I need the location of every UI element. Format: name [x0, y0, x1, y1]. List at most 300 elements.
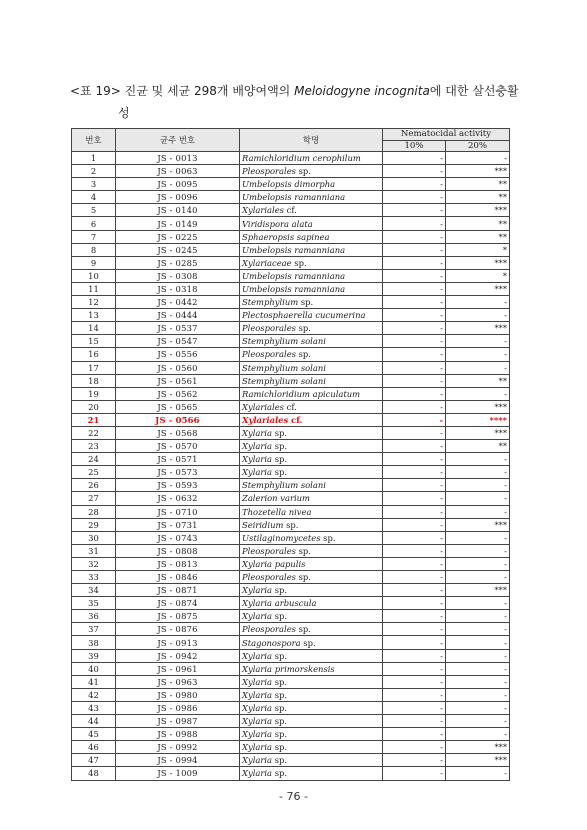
scientific-name — [240, 636, 383, 649]
row-number: 14 — [72, 322, 116, 335]
scientific-name — [240, 152, 383, 165]
row-number: 10 — [72, 269, 116, 282]
scientific-name — [240, 413, 383, 426]
species-name: Xylaria — [242, 689, 273, 700]
scientific-name — [240, 584, 383, 597]
strain-code: JS - 0149 — [116, 217, 240, 230]
table-row — [72, 440, 510, 453]
activity-20-percent: * — [446, 269, 510, 282]
table-row — [72, 741, 510, 754]
row-number: 13 — [72, 309, 116, 322]
species-suffix: sp. — [272, 467, 288, 478]
strain-code: JS - 0566 — [116, 413, 240, 426]
species-name: Zalerion varium — [242, 493, 310, 504]
species-suffix: sp. — [272, 768, 288, 779]
table-row — [72, 361, 510, 374]
activity-20-percent: - — [446, 662, 510, 675]
activity-10-percent: - — [383, 296, 446, 309]
strain-code: JS - 0568 — [116, 426, 240, 439]
species-name: Ramichloridium apiculatum — [242, 388, 361, 399]
strain-code: JS - 0561 — [116, 374, 240, 387]
activity-20-percent: - — [446, 152, 510, 165]
row-number: 27 — [72, 492, 116, 505]
table-row — [72, 636, 510, 649]
activity-10-percent: - — [383, 400, 446, 413]
table-row — [72, 374, 510, 387]
scientific-name — [240, 204, 383, 217]
scientific-name — [240, 662, 383, 675]
species-name: Ramichloridium cerophilum — [242, 153, 361, 164]
table-row — [72, 426, 510, 439]
activity-20-percent: ** — [446, 230, 510, 243]
species-name: Stemphylium solani — [242, 375, 326, 386]
strain-code: JS - 0063 — [116, 165, 240, 178]
species-name: Stagonospora — [242, 637, 301, 648]
species-name: Xylaria — [242, 702, 273, 713]
species-suffix: sp. — [295, 349, 311, 360]
row-number: 38 — [72, 636, 116, 649]
strain-code: JS - 0565 — [116, 400, 240, 413]
species-suffix: cf. — [283, 401, 297, 412]
species-suffix: cf. — [283, 205, 297, 216]
row-number: 25 — [72, 466, 116, 479]
scientific-name — [240, 728, 383, 741]
row-number: 5 — [72, 204, 116, 217]
strain-code: JS - 0710 — [116, 505, 240, 518]
nematocidal-activity-table — [71, 128, 510, 781]
species-name: Xylariaceae — [242, 257, 292, 268]
scientific-name — [240, 296, 383, 309]
species-name: Xylaria — [242, 742, 273, 753]
activity-10-percent: - — [383, 701, 446, 714]
activity-10-percent: - — [383, 715, 446, 728]
row-number: 20 — [72, 400, 116, 413]
activity-10-percent: - — [383, 597, 446, 610]
row-number: 41 — [72, 675, 116, 688]
species-suffix: sp. — [272, 702, 288, 713]
row-number: 43 — [72, 701, 116, 714]
activity-20-percent: ** — [446, 440, 510, 453]
activity-20-percent: - — [446, 296, 510, 309]
row-number: 19 — [72, 387, 116, 400]
activity-10-percent: - — [383, 636, 446, 649]
scientific-name — [240, 400, 383, 413]
activity-20-percent: ** — [446, 191, 510, 204]
row-number: 21 — [72, 413, 116, 426]
activity-10-percent: - — [383, 348, 446, 361]
strain-code: JS - 0140 — [116, 204, 240, 217]
table-row — [72, 728, 510, 741]
species-name: Xylaria — [242, 585, 273, 596]
activity-20-percent: *** — [446, 584, 510, 597]
row-number: 2 — [72, 165, 116, 178]
species-suffix: sp. — [272, 441, 288, 452]
species-name: Xylaria primorskensis — [242, 663, 335, 674]
strain-code: JS - 0876 — [116, 623, 240, 636]
activity-10-percent: - — [383, 322, 446, 335]
table-row — [72, 204, 510, 217]
activity-20-percent: - — [446, 309, 510, 322]
species-name: Pleosporales — [242, 166, 296, 177]
table-row — [72, 269, 510, 282]
scientific-name — [240, 649, 383, 662]
strain-code: JS - 0980 — [116, 688, 240, 701]
strain-code: JS - 0874 — [116, 597, 240, 610]
scientific-name — [240, 230, 383, 243]
scientific-name — [240, 557, 383, 570]
table-row — [72, 492, 510, 505]
table-row — [72, 662, 510, 675]
table-row — [72, 348, 510, 361]
row-number: 7 — [72, 230, 116, 243]
scientific-name — [240, 243, 383, 256]
scientific-name — [240, 453, 383, 466]
activity-20-percent: - — [446, 453, 510, 466]
scientific-name — [240, 282, 383, 295]
row-number: 3 — [72, 178, 116, 191]
activity-10-percent: - — [383, 374, 446, 387]
species-name: Umbelopsis dimorpha — [242, 179, 336, 190]
table-row — [72, 649, 510, 662]
header-10-percent: 10% — [383, 140, 446, 152]
activity-20-percent: - — [446, 610, 510, 623]
scientific-name — [240, 623, 383, 636]
table-row — [72, 466, 510, 479]
scientific-name — [240, 597, 383, 610]
table-row — [72, 610, 510, 623]
table-row — [72, 767, 510, 780]
caption-suffix: 에 대한 살선충활 — [429, 84, 519, 98]
strain-code: JS - 0095 — [116, 178, 240, 191]
activity-10-percent: - — [383, 453, 446, 466]
scientific-name — [240, 701, 383, 714]
row-number: 44 — [72, 715, 116, 728]
species-suffix: sp. — [300, 637, 316, 648]
activity-10-percent: - — [383, 741, 446, 754]
activity-20-percent: - — [446, 701, 510, 714]
activity-10-percent: - — [383, 584, 446, 597]
activity-10-percent: - — [383, 217, 446, 230]
strain-code: JS - 0871 — [116, 584, 240, 597]
species-suffix: sp. — [295, 572, 311, 583]
scientific-name — [240, 178, 383, 191]
table-row — [72, 675, 510, 688]
scientific-name — [240, 754, 383, 767]
activity-20-percent: - — [446, 636, 510, 649]
species-suffix: sp. — [272, 716, 288, 727]
activity-10-percent: - — [383, 256, 446, 269]
species-name: Xylaria — [242, 467, 273, 478]
activity-10-percent: - — [383, 610, 446, 623]
table-row — [72, 335, 510, 348]
row-number: 31 — [72, 544, 116, 557]
species-name: Umbelopsis ramanniana — [242, 283, 346, 294]
species-suffix: sp. — [272, 454, 288, 465]
activity-10-percent: - — [383, 754, 446, 767]
strain-code: JS - 0318 — [116, 282, 240, 295]
activity-20-percent: *** — [446, 256, 510, 269]
strain-code: JS - 0632 — [116, 492, 240, 505]
species-suffix: sp. — [295, 323, 311, 334]
strain-code: JS - 0987 — [116, 715, 240, 728]
species-name: Viridispora alata — [242, 218, 313, 229]
activity-10-percent: - — [383, 728, 446, 741]
page-number: - 76 - — [279, 790, 308, 803]
header-scientific-name: 학명 — [240, 129, 383, 152]
strain-code: JS - 0245 — [116, 243, 240, 256]
scientific-name — [240, 426, 383, 439]
activity-20-percent: - — [446, 767, 510, 780]
strain-code: JS - 0308 — [116, 269, 240, 282]
strain-code: JS - 0096 — [116, 191, 240, 204]
species-name: Xylaria — [242, 611, 273, 622]
row-number: 16 — [72, 348, 116, 361]
scientific-name — [240, 440, 383, 453]
scientific-name — [240, 531, 383, 544]
row-number: 29 — [72, 518, 116, 531]
row-number: 33 — [72, 571, 116, 584]
species-name: Umbelopsis ramanniana — [242, 270, 346, 281]
species-name: Stemphylium solani — [242, 362, 326, 373]
strain-code: JS - 0988 — [116, 728, 240, 741]
activity-10-percent: - — [383, 191, 446, 204]
activity-10-percent: - — [383, 531, 446, 544]
row-number: 12 — [72, 296, 116, 309]
activity-10-percent: - — [383, 243, 446, 256]
scientific-name — [240, 361, 383, 374]
activity-10-percent: - — [383, 165, 446, 178]
strain-code: JS - 0562 — [116, 387, 240, 400]
species-name: Xylaria — [242, 729, 273, 740]
activity-20-percent: - — [446, 505, 510, 518]
row-number: 4 — [72, 191, 116, 204]
strain-code: JS - 0537 — [116, 322, 240, 335]
strain-code: JS - 0942 — [116, 649, 240, 662]
activity-10-percent: - — [383, 426, 446, 439]
strain-code: JS - 0560 — [116, 361, 240, 374]
species-suffix: sp. — [295, 166, 311, 177]
strain-code: JS - 0808 — [116, 544, 240, 557]
scientific-name — [240, 715, 383, 728]
row-number: 1 — [72, 152, 116, 165]
scientific-name — [240, 544, 383, 557]
scientific-name — [240, 688, 383, 701]
row-number: 30 — [72, 531, 116, 544]
activity-20-percent: - — [446, 492, 510, 505]
species-suffix: sp. — [320, 532, 336, 543]
species-name: Pleosporales — [242, 349, 296, 360]
row-number: 11 — [72, 282, 116, 295]
activity-10-percent: - — [383, 466, 446, 479]
row-number: 9 — [72, 256, 116, 269]
table-row — [72, 597, 510, 610]
activity-10-percent: - — [383, 571, 446, 584]
strain-code: JS - 0442 — [116, 296, 240, 309]
scientific-name — [240, 191, 383, 204]
row-number: 32 — [72, 557, 116, 570]
species-suffix: sp. — [272, 676, 288, 687]
species-name: Xylariales — [242, 414, 289, 425]
activity-10-percent: - — [383, 623, 446, 636]
activity-10-percent: - — [383, 518, 446, 531]
activity-20-percent: - — [446, 688, 510, 701]
table-row — [72, 217, 510, 230]
activity-20-percent: **** — [446, 413, 510, 426]
species-name: Xylaria — [242, 755, 273, 766]
activity-20-percent: - — [446, 335, 510, 348]
scientific-name — [240, 505, 383, 518]
scientific-name — [240, 217, 383, 230]
caption-prefix: <표 19> 진균 및 세균 298개 배양여액의 — [70, 84, 295, 98]
row-number: 8 — [72, 243, 116, 256]
activity-20-percent: *** — [446, 282, 510, 295]
activity-20-percent: *** — [446, 754, 510, 767]
activity-10-percent: - — [383, 662, 446, 675]
activity-10-percent: - — [383, 688, 446, 701]
activity-20-percent: *** — [446, 204, 510, 217]
strain-code: JS - 0225 — [116, 230, 240, 243]
row-number: 23 — [72, 440, 116, 453]
species-name: Xylaria arbuscula — [242, 598, 317, 609]
activity-10-percent: - — [383, 544, 446, 557]
strain-code: JS - 0556 — [116, 348, 240, 361]
species-name: Xylaria — [242, 441, 273, 452]
activity-10-percent: - — [383, 309, 446, 322]
activity-20-percent: ** — [446, 217, 510, 230]
activity-20-percent: *** — [446, 741, 510, 754]
row-number: 15 — [72, 335, 116, 348]
activity-20-percent: - — [446, 557, 510, 570]
species-suffix: cf. — [288, 414, 303, 425]
species-name: Seiridium — [242, 519, 284, 530]
scientific-name — [240, 675, 383, 688]
species-name: Stemphylium — [242, 297, 299, 308]
activity-20-percent: - — [446, 479, 510, 492]
activity-10-percent: - — [383, 335, 446, 348]
scientific-name — [240, 741, 383, 754]
activity-10-percent: - — [383, 557, 446, 570]
table-row — [72, 688, 510, 701]
strain-code: JS - 0547 — [116, 335, 240, 348]
activity-20-percent: - — [446, 361, 510, 374]
strain-code: JS - 0913 — [116, 636, 240, 649]
activity-20-percent: - — [446, 649, 510, 662]
activity-10-percent: - — [383, 767, 446, 780]
species-suffix: sp. — [272, 742, 288, 753]
row-number: 39 — [72, 649, 116, 662]
species-suffix: sp. — [272, 585, 288, 596]
species-suffix: sp. — [283, 519, 299, 530]
activity-10-percent: - — [383, 387, 446, 400]
header-nematocidal-activity: Nematocidal activity — [383, 129, 510, 141]
species-name: Ustilaginomycetes — [242, 532, 321, 543]
table-row — [72, 387, 510, 400]
table-caption — [70, 80, 540, 124]
species-name: Pleosporales — [242, 545, 296, 556]
strain-code: JS - 0986 — [116, 701, 240, 714]
strain-code: JS - 0444 — [116, 309, 240, 322]
species-name: Xylaria — [242, 768, 273, 779]
table-row — [72, 531, 510, 544]
scientific-name — [240, 518, 383, 531]
row-number: 35 — [72, 597, 116, 610]
row-number: 40 — [72, 662, 116, 675]
table-row — [72, 296, 510, 309]
species-suffix: sp. — [295, 545, 311, 556]
row-number: 45 — [72, 728, 116, 741]
activity-20-percent: ** — [446, 178, 510, 191]
activity-20-percent: - — [446, 571, 510, 584]
species-suffix: sp. — [291, 257, 307, 268]
activity-10-percent: - — [383, 269, 446, 282]
scientific-name — [240, 348, 383, 361]
strain-code: JS - 0813 — [116, 557, 240, 570]
table-row — [72, 230, 510, 243]
strain-code: JS - 0961 — [116, 662, 240, 675]
activity-10-percent: - — [383, 152, 446, 165]
species-name: Thozetella nivea — [242, 506, 312, 517]
species-name: Pleosporales — [242, 624, 296, 635]
row-number: 26 — [72, 479, 116, 492]
species-name: Plectosphaerella cucumerina — [242, 310, 366, 321]
table-row — [72, 701, 510, 714]
activity-20-percent: - — [446, 531, 510, 544]
strain-code: JS - 0963 — [116, 675, 240, 688]
species-suffix: sp. — [295, 624, 311, 635]
scientific-name — [240, 767, 383, 780]
species-suffix: sp. — [272, 755, 288, 766]
species-name: Stemphylium solani — [242, 480, 326, 491]
table-row — [72, 505, 510, 518]
table-row — [72, 453, 510, 466]
table-row — [72, 544, 510, 557]
species-name: Xylariales — [242, 401, 284, 412]
species-name: Sphaeropsis sapinea — [242, 231, 330, 242]
scientific-name — [240, 165, 383, 178]
strain-code: JS - 0743 — [116, 531, 240, 544]
species-name: Xylaria — [242, 650, 273, 661]
row-number: 28 — [72, 505, 116, 518]
scientific-name — [240, 466, 383, 479]
row-number: 24 — [72, 453, 116, 466]
activity-20-percent: *** — [446, 322, 510, 335]
row-number: 34 — [72, 584, 116, 597]
table-row — [72, 309, 510, 322]
table-row — [72, 282, 510, 295]
activity-10-percent: - — [383, 361, 446, 374]
strain-code: JS - 0013 — [116, 152, 240, 165]
strain-code: JS - 0846 — [116, 571, 240, 584]
row-number: 6 — [72, 217, 116, 230]
activity-10-percent: - — [383, 649, 446, 662]
table-row — [72, 623, 510, 636]
species-name: Xylariales — [242, 205, 284, 216]
table-row — [72, 557, 510, 570]
table-row — [72, 243, 510, 256]
activity-20-percent: - — [446, 675, 510, 688]
caption-line-2: 성 — [118, 106, 130, 120]
table-row — [72, 400, 510, 413]
scientific-name — [240, 610, 383, 623]
activity-10-percent: - — [383, 282, 446, 295]
activity-10-percent: - — [383, 204, 446, 217]
activity-10-percent: - — [383, 178, 446, 191]
table-row — [72, 754, 510, 767]
species-suffix: sp. — [272, 729, 288, 740]
species-name: Umbelopsis ramanniana — [242, 192, 346, 203]
row-number: 47 — [72, 754, 116, 767]
species-suffix: sp. — [272, 611, 288, 622]
